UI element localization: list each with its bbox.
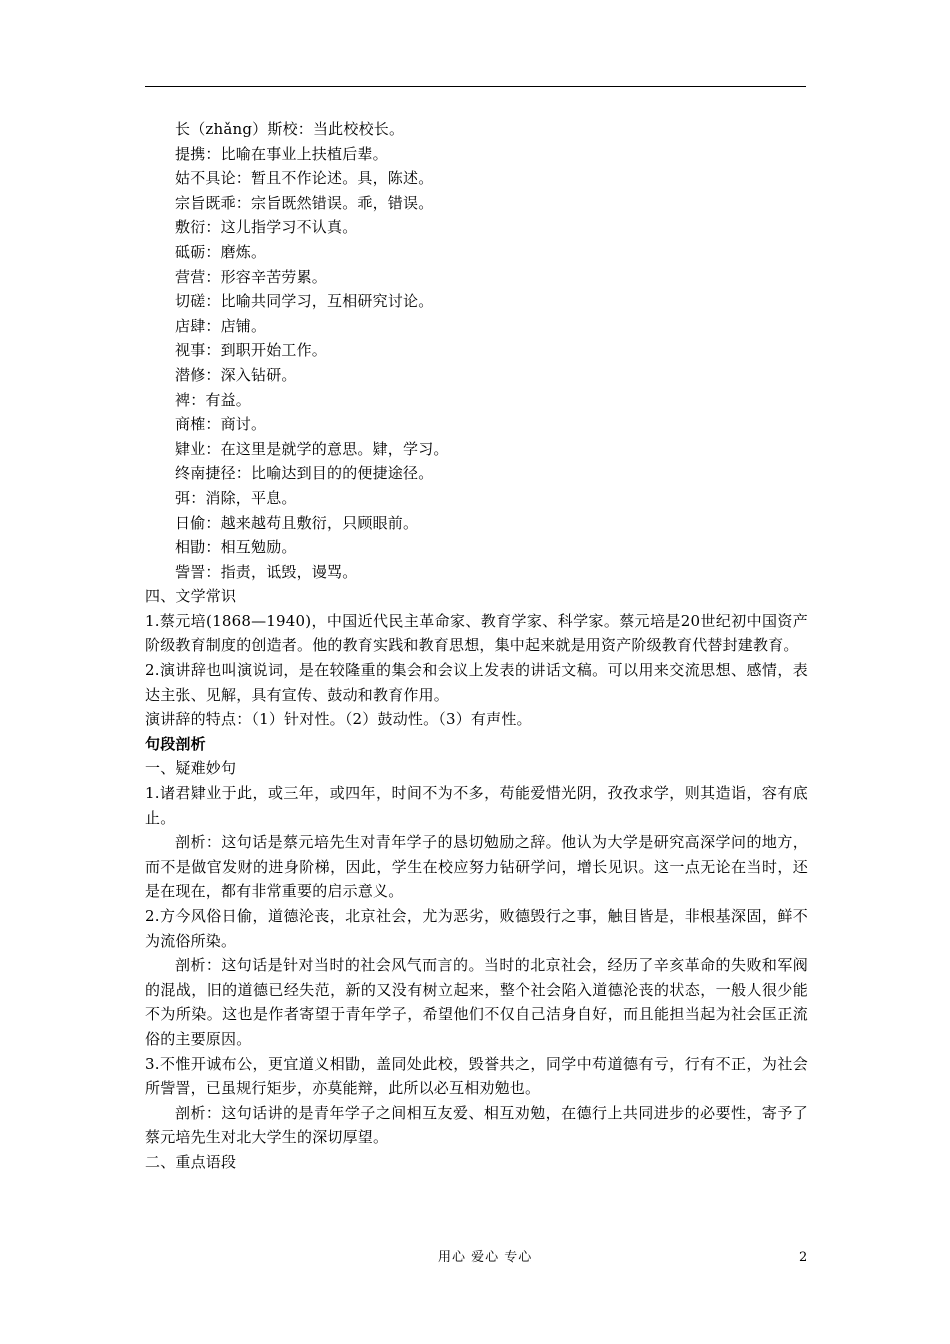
glossary-item: 提携：比喻在事业上扶植后辈。 — [175, 144, 388, 163]
glossary-item: 敷衍：这儿指学习不认真。 — [175, 218, 358, 237]
glossary-item: 长（zhǎng）斯校：当此校校长。 — [175, 120, 405, 138]
footer-motto: 用心 爱心 专心 — [438, 1250, 533, 1265]
glossary-item: 弭：消除，平息。 — [175, 488, 297, 507]
literature-paragraph-1: 1.蔡元培(1868—1940)，中国近代民主革命家、教育学家、科学家。蔡元培是20世纪初中国资产阶级教育制度的创造者。他的教育实践和教育思想，集中起来就是用资产阶级教育代替封建教育。 — [145, 611, 808, 655]
glossary-item: 营营：形容辛苦劳累。 — [175, 267, 328, 286]
glossary-item: 砥砺：磨炼。 — [175, 242, 267, 261]
glossary-item: 姑不具论：暂且不作论述。具，陈述。 — [175, 169, 434, 188]
glossary-item: 终南捷径：比喻达到目的的便捷途径。 — [175, 464, 434, 483]
glossary-item: 切磋：比喻共同学习，互相研究讨论。 — [175, 292, 434, 311]
glossary-item: 店肆：店铺。 — [175, 316, 267, 335]
glossary-item: 裨：有益。 — [175, 390, 252, 409]
literature-heading: 四、文学常识 — [145, 587, 237, 606]
glossary-item: 相勖：相互勉励。 — [175, 538, 297, 557]
analysis-paragraph-3: 剖析：这句话讲的是青年学子之间相互友爱、相互劝勉，在德行上共同进步的必要性，寄予了蔡元培先生对北大学生的深切厚望。 — [145, 1103, 808, 1147]
quoted-sentence-3: 3.不惟开诚布公，更宜道义相勖，盖同处此校，毁誉共之，同学中苟道德有亏，行有不正，为社会所訾詈，已虽规行矩步，亦莫能辩，此所以必互相劝勉也。 — [145, 1054, 808, 1098]
literature-paragraph-2: 2.演讲辞也叫演说词，是在较隆重的集会和会议上发表的讲话文稿。可以用来交流思想、感情，表达主张、见解，具有宣传、鼓动和教育作用。 — [145, 661, 808, 704]
quoted-sentence-2: 2.方今风俗日偷，道德沦丧，北京社会，尤为恶劣，败德毁行之事，触目皆是，非根基深固，鲜不为流俗所染。 — [145, 907, 808, 950]
glossary-item: 日偷：越来越苟且敷衍，只顾眼前。 — [175, 513, 419, 532]
glossary-item: 肄业：在这里是就学的意思。肄，学习。 — [175, 439, 449, 458]
header-rule — [145, 86, 806, 87]
glossary-item: 宗旨既乖：宗旨既然错误。乖，错误。 — [175, 193, 434, 212]
page-body — [145, 117, 808, 1175]
speech-features: 演讲辞的特点：（1）针对性。（2）鼓动性。（3）有声性。 — [145, 710, 532, 729]
glossary-item: 商榷：商讨。 — [175, 415, 267, 434]
glossary-list — [145, 117, 808, 584]
subsection-heading-1: 一、疑难妙句 — [145, 759, 237, 778]
analysis-paragraph-1: 剖析：这句话是蔡元培先生对青年学子的恳切勉励之辞。他认为大学是研究高深学问的地方，而不是做官发财的进身阶梯，因此，学生在校应努力钻研学问，增长见识。这一点无论在当时，还是在现在，都有非常重要的启示意义。 — [145, 833, 808, 901]
glossary-item: 视事：到职开始工作。 — [175, 341, 328, 360]
glossary-item: 訾詈：指责，诋毁，谩骂。 — [175, 562, 358, 581]
section-title: 句段剖析 — [145, 734, 206, 753]
analysis-paragraph-2: 剖析：这句话是针对当时的社会风气而言的。当时的北京社会，经历了辛亥革命的失败和军阀的混战，旧的道德已经失范，新的又没有树立起来，整个社会陷入道德沦丧的状态，一般人很少能不为所染。这也是作者寄望于青年学子，希望他们不仅自己洁身自好，而且能担当起为社会匡正流俗的主要原因。 — [145, 956, 808, 1048]
page-number: 2 — [799, 1250, 808, 1265]
subsection-heading-2: 二、重点语段 — [145, 1152, 237, 1171]
glossary-item: 潜修：深入钻研。 — [175, 365, 297, 384]
quoted-sentence-1: 1.诸君肄业于此，或三年，或四年，时间不为不多，苟能爱惜光阴，孜孜求学，则其造诣，容有底止。 — [145, 784, 808, 827]
